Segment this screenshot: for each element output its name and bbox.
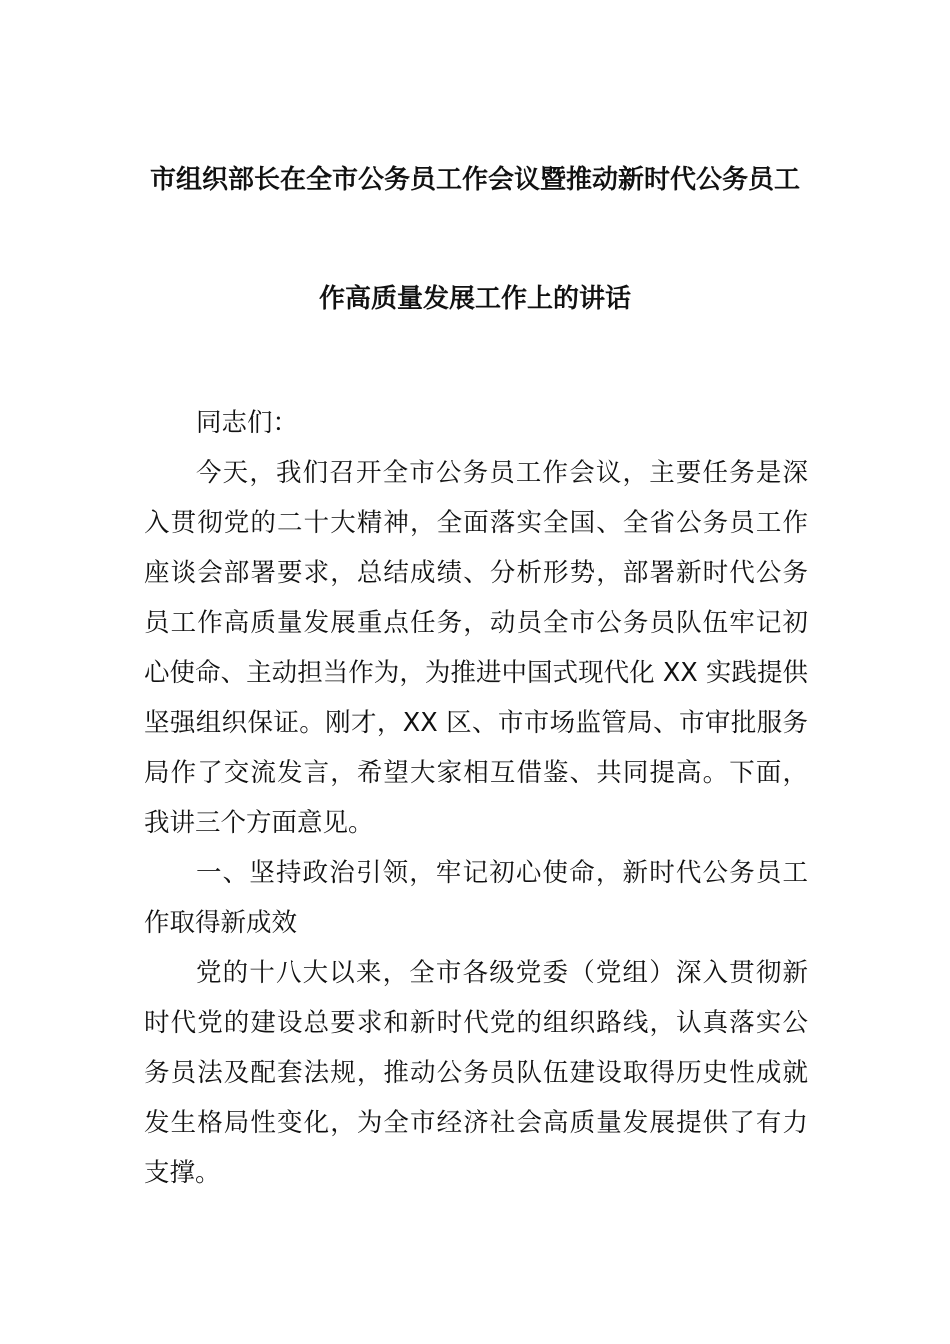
section-heading-1-line-1: 一、坚持政治引领，牢记初心使命，新时代公务员工 [196, 858, 808, 888]
paragraph-1-line-7: 局作了交流发言，希望大家相互借鉴、共同提高。下面， [144, 758, 808, 788]
paragraph-1-line-4: 员工作高质量发展重点任务，动员全市公务员队伍牢记初 [144, 608, 808, 638]
paragraph-2-line-2: 时代党的建设总要求和新时代党的组织路线，认真落实公 [144, 1008, 808, 1038]
paragraph-1-line-2: 入贯彻党的二十大精神，全面落实全国、全省公务员工作 [144, 508, 808, 538]
paragraph-2-line-5: 支撑。 [144, 1158, 221, 1188]
paragraph-2-line-3: 务员法及配套法规，推动公务员队伍建设取得历史性成就 [144, 1058, 808, 1088]
document-body [144, 398, 808, 1198]
section-heading-1-line-2: 作取得新成效 [144, 908, 298, 938]
paragraph-1-line-5: 心使命、主动担当作为，为推进中国式现代化 XX 实践提供 [144, 658, 808, 688]
paragraph-2-line-1: 党的十八大以来，全市各级党委（党组）深入贯彻新 [196, 958, 808, 988]
salutation: 同志们： [196, 408, 299, 438]
paragraph-1-line-3: 座谈会部署要求，总结成绩、分析形势，部署新时代公务 [144, 558, 808, 588]
paragraph-1-line-8: 我讲三个方面意见。 [144, 808, 374, 838]
paragraph-1-line-6: 坚强组织保证。刚才，XX 区、市市场监管局、市审批服务 [144, 708, 808, 738]
paragraph-1-line-1: 今天，我们召开全市公务员工作会议，主要任务是深 [196, 458, 808, 488]
document-title-line-2: 作高质量发展工作上的讲话 [318, 284, 631, 314]
document-title-line-1: 市组织部长在全市公务员工作会议暨推动新时代公务员工 [149, 165, 800, 195]
paragraph-2-line-4: 发生格局性变化，为全市经济社会高质量发展提供了有力 [144, 1108, 808, 1138]
